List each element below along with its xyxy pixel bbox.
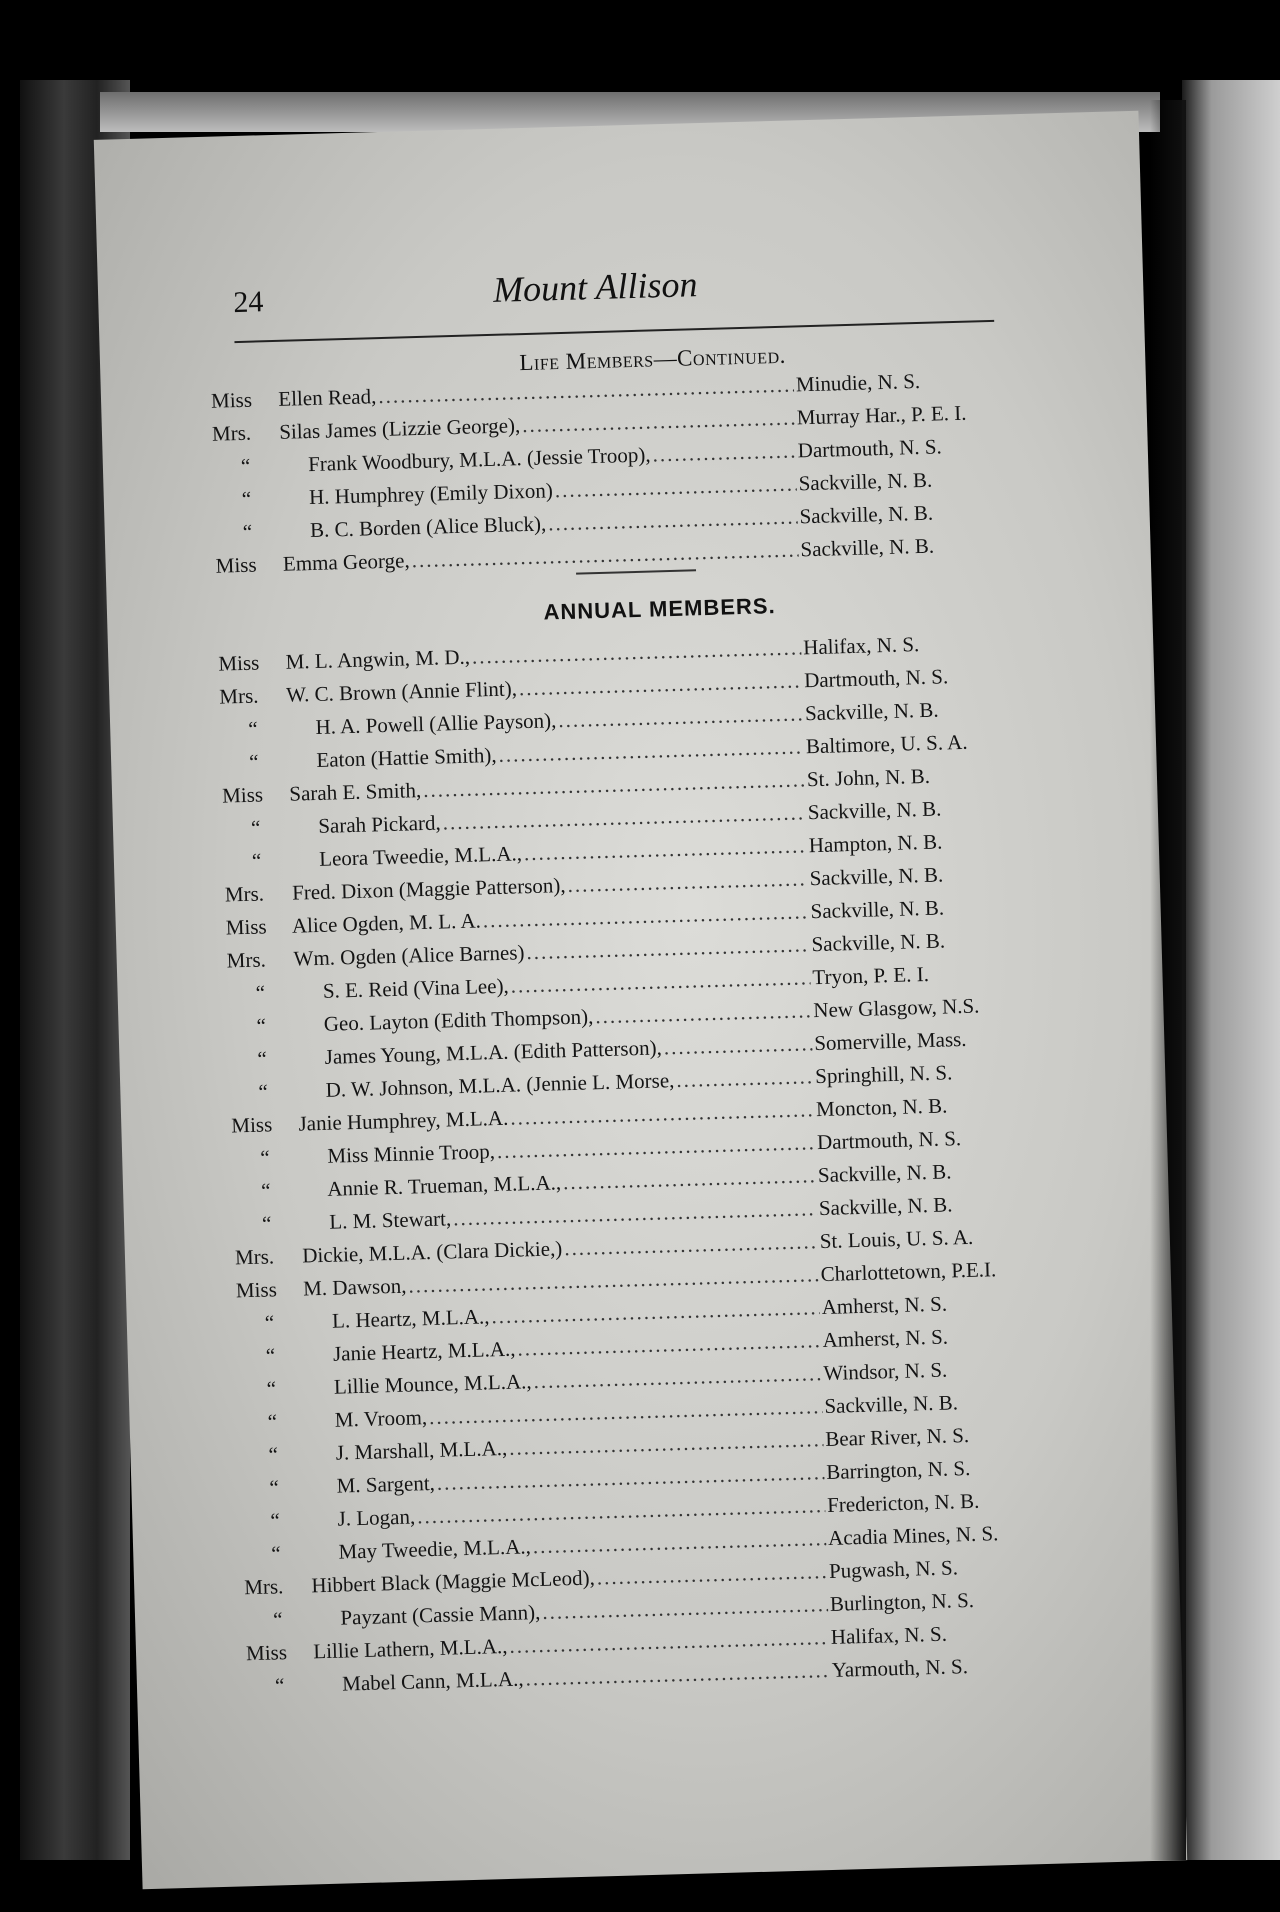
member-title: Mrs. [234, 1244, 275, 1270]
member-title: “ [259, 1145, 270, 1170]
member-place: Halifax, N. S. [802, 632, 920, 660]
member-place: Amherst, N. S. [822, 1324, 949, 1353]
gutter-shadow [1150, 100, 1186, 1860]
member-title: Miss [245, 1640, 288, 1666]
member-name [215, 548, 410, 578]
member-place: Sackville, N. B. [824, 1390, 959, 1419]
member-title: Miss [225, 914, 267, 940]
member-title: “ [261, 1211, 272, 1236]
member-title: “ [258, 1079, 269, 1104]
member-title: “ [240, 453, 251, 478]
member-name [211, 384, 377, 414]
member-place: Sackville, N. B. [810, 895, 945, 924]
member-place: Charlottetown, P.E.I. [820, 1257, 997, 1287]
facing-page-edge [1182, 80, 1280, 1860]
member-place: Dartmouth, N. S. [816, 1126, 962, 1155]
member-place: Amherst, N. S. [821, 1291, 948, 1320]
member-title: “ [267, 1409, 278, 1434]
member-place: Bear River, N. S. [824, 1422, 970, 1452]
member-name-text: Leora Tweedie, M.L.A., [318, 841, 523, 871]
member-place: Pugwash, N. S. [828, 1555, 959, 1583]
member-title: “ [265, 1343, 276, 1368]
member-title: Mrs. [226, 947, 267, 973]
member-title: Miss [215, 552, 257, 578]
annual-members-heading: ANNUAL MEMBERS. [543, 593, 776, 625]
member-name-text: James Young, M.L.A. (Edith Patterson), [324, 1035, 663, 1069]
page-number: 24 [232, 285, 264, 320]
member-title: “ [266, 1376, 277, 1401]
running-title: Mount Allison [492, 264, 698, 310]
member-name [242, 1504, 415, 1534]
member-place: Burlington, N. S. [829, 1587, 975, 1616]
dot-leader [567, 866, 808, 898]
member-title: Miss [210, 387, 253, 413]
member-place: Sackville, N. B. [818, 1192, 953, 1221]
member-name [236, 1274, 407, 1304]
member-title: “ [257, 1046, 268, 1071]
member-title: “ [260, 1178, 271, 1203]
member-place: Sackville, N. B. [799, 500, 934, 529]
member-place: Barrington, N. S. [825, 1455, 971, 1484]
member-place: Sackville, N. B. [804, 697, 939, 726]
member-name-text: M. Sargent, [336, 1470, 436, 1498]
member-name-text: Janie Heartz, M.L.A., [332, 1336, 516, 1366]
member-place: Sackville, N. B. [817, 1159, 952, 1188]
member-name-text: May Tweedie, M.L.A., [338, 1534, 532, 1564]
member-name-text: H. A. Powell (Allie Payson), [315, 708, 557, 739]
member-place: Sackville, N. B. [800, 533, 935, 562]
member-title: “ [270, 1541, 281, 1566]
member-title: “ [247, 716, 258, 741]
member-name-text: Lillie Lathern, M.L.A., [312, 1633, 508, 1664]
member-place: Springhill, N. S. [814, 1060, 953, 1089]
member-name [222, 778, 422, 809]
member-name-text: Annie R. Trueman, M.L.A., [326, 1170, 562, 1201]
member-name-text: Sarah Pickard, [317, 810, 442, 838]
member-name-text: M. Vroom, [334, 1405, 428, 1432]
member-place: Somerville, Mass. [813, 1026, 967, 1056]
member-name-text: Wm. Ogden (Alice Barnes) [293, 940, 525, 971]
dot-leader [676, 1064, 814, 1093]
member-place: Windsor, N. S. [823, 1357, 948, 1386]
member-title: Mrs. [224, 881, 265, 907]
member-place: Sackville, N. B. [809, 862, 944, 891]
member-title: “ [274, 1673, 285, 1698]
member-name-text: Fred. Dixon (Maggie Patterson), [291, 873, 566, 905]
member-title: Mrs. [211, 420, 252, 446]
member-title: “ [251, 848, 262, 873]
member-name-text: W. C. Brown (Annie Flint), [285, 676, 518, 707]
member-name-text: Sarah E. Smith, [289, 778, 422, 806]
member-name-text: Silas James (Lizzie George), [278, 413, 521, 444]
member-title: “ [264, 1310, 275, 1335]
member-title: “ [250, 815, 261, 840]
member-place: Minudie, N. S. [795, 368, 921, 397]
member-name-text: Emma George, [282, 548, 410, 576]
book-page [94, 111, 1187, 1889]
member-name-text: Mabel Cann, M.L.A., [341, 1666, 524, 1696]
member-place: Baltimore, U. S. A. [805, 729, 968, 759]
member-name-text: B. C. Borden (Alice Bluck), [309, 511, 547, 543]
member-place: Sackville, N. B. [811, 928, 946, 957]
member-name-text: Eaton (Hattie Smith), [316, 742, 497, 772]
dot-leader [554, 471, 797, 503]
member-place: Moncton, N. B. [815, 1093, 948, 1122]
member-title: “ [272, 1607, 283, 1632]
member-name-text: M. L. Angwin, M. D., [285, 644, 471, 674]
member-name-text: D. W. Johnson, M.L.A. (Jennie L. Morse, [325, 1068, 675, 1102]
member-place: Sackville, N. B. [798, 467, 933, 496]
member-name-text: L. Heartz, M.L.A., [331, 1304, 490, 1333]
member-title: “ [242, 519, 253, 544]
member-name [239, 1405, 427, 1435]
member-title: Mrs. [243, 1574, 284, 1600]
life-members-heading: Life Members—Continued. [519, 342, 787, 376]
member-name [223, 811, 441, 842]
dot-leader [472, 635, 802, 669]
member-name [218, 645, 470, 677]
member-place: Sackville, N. B. [807, 796, 942, 825]
member-title: Miss [231, 1112, 273, 1138]
member-name-text: Alice Ogden, M. L. A. [291, 908, 482, 938]
member-name-text: Ellen Read, [277, 384, 377, 411]
member-name-text: Hibbert Black (Maggie McLeod), [311, 1565, 596, 1598]
member-name-text: Janie Humphrey, M.L.A. [298, 1105, 509, 1136]
member-name-text: Geo. Layton (Edith Thompson), [323, 1004, 594, 1036]
annual-members-list [218, 629, 1067, 1707]
member-place: Acadia Mines, N. S. [827, 1521, 999, 1550]
member-place: Murray Har., P. E. I. [796, 400, 967, 430]
member-name-text: L. M. Stewart, [328, 1206, 452, 1234]
member-name [241, 1471, 435, 1501]
dot-leader [596, 1559, 827, 1590]
member-title: “ [248, 749, 259, 774]
member-name-text: J. Logan, [337, 1504, 416, 1531]
dot-leader [595, 998, 812, 1029]
member-name-text: H. Humphrey (Emily Dixon) [308, 478, 554, 510]
member-title: Miss [235, 1277, 278, 1303]
member-name-text: Lillie Mounce, M.L.A., [333, 1369, 532, 1399]
member-title: “ [269, 1475, 280, 1500]
member-place: New Glasgow, N.S. [813, 993, 980, 1023]
member-title: “ [268, 1442, 279, 1467]
member-title: “ [241, 486, 252, 511]
dot-leader [663, 1031, 812, 1060]
member-name [234, 1206, 452, 1237]
member-place: Fredericton, N. B. [826, 1488, 980, 1517]
member-name-text: S. E. Reid (Vina Lee), [322, 973, 510, 1003]
member-place: Dartmouth, N. S. [797, 434, 943, 463]
member-title: Miss [221, 782, 264, 808]
member-title: Miss [218, 650, 260, 676]
life-members-list [211, 366, 1036, 587]
member-name-text: Payzant (Cassie Mann), [340, 1600, 541, 1630]
member-name-text: Frank Woodbury, M.L.A. (Jessie Troop), [307, 442, 651, 477]
member-place: Hampton, N. B. [808, 829, 943, 858]
member-place: St. Louis, U. S. A. [819, 1224, 974, 1254]
member-place: Tryon, P. E. I. [812, 961, 930, 990]
member-place: St. John, N. B. [806, 763, 931, 792]
member-place: Halifax, N. S. [830, 1621, 948, 1649]
member-name-text: J. Marshall, M.L.A., [335, 1435, 508, 1465]
member-name-text: M. Dawson, [302, 1273, 407, 1301]
member-name-text: Dickie, M.L.A. (Clara Dickie,) [301, 1236, 563, 1268]
member-title: “ [255, 980, 266, 1005]
member-title: “ [270, 1508, 281, 1533]
dot-leader [652, 438, 796, 467]
member-title: “ [256, 1013, 267, 1038]
member-name-text: Miss Minnie Troop, [327, 1139, 496, 1168]
member-title: Mrs. [219, 683, 259, 709]
member-place: Yarmouth, N. S. [831, 1654, 969, 1682]
member-place: Dartmouth, N. S. [803, 664, 949, 693]
